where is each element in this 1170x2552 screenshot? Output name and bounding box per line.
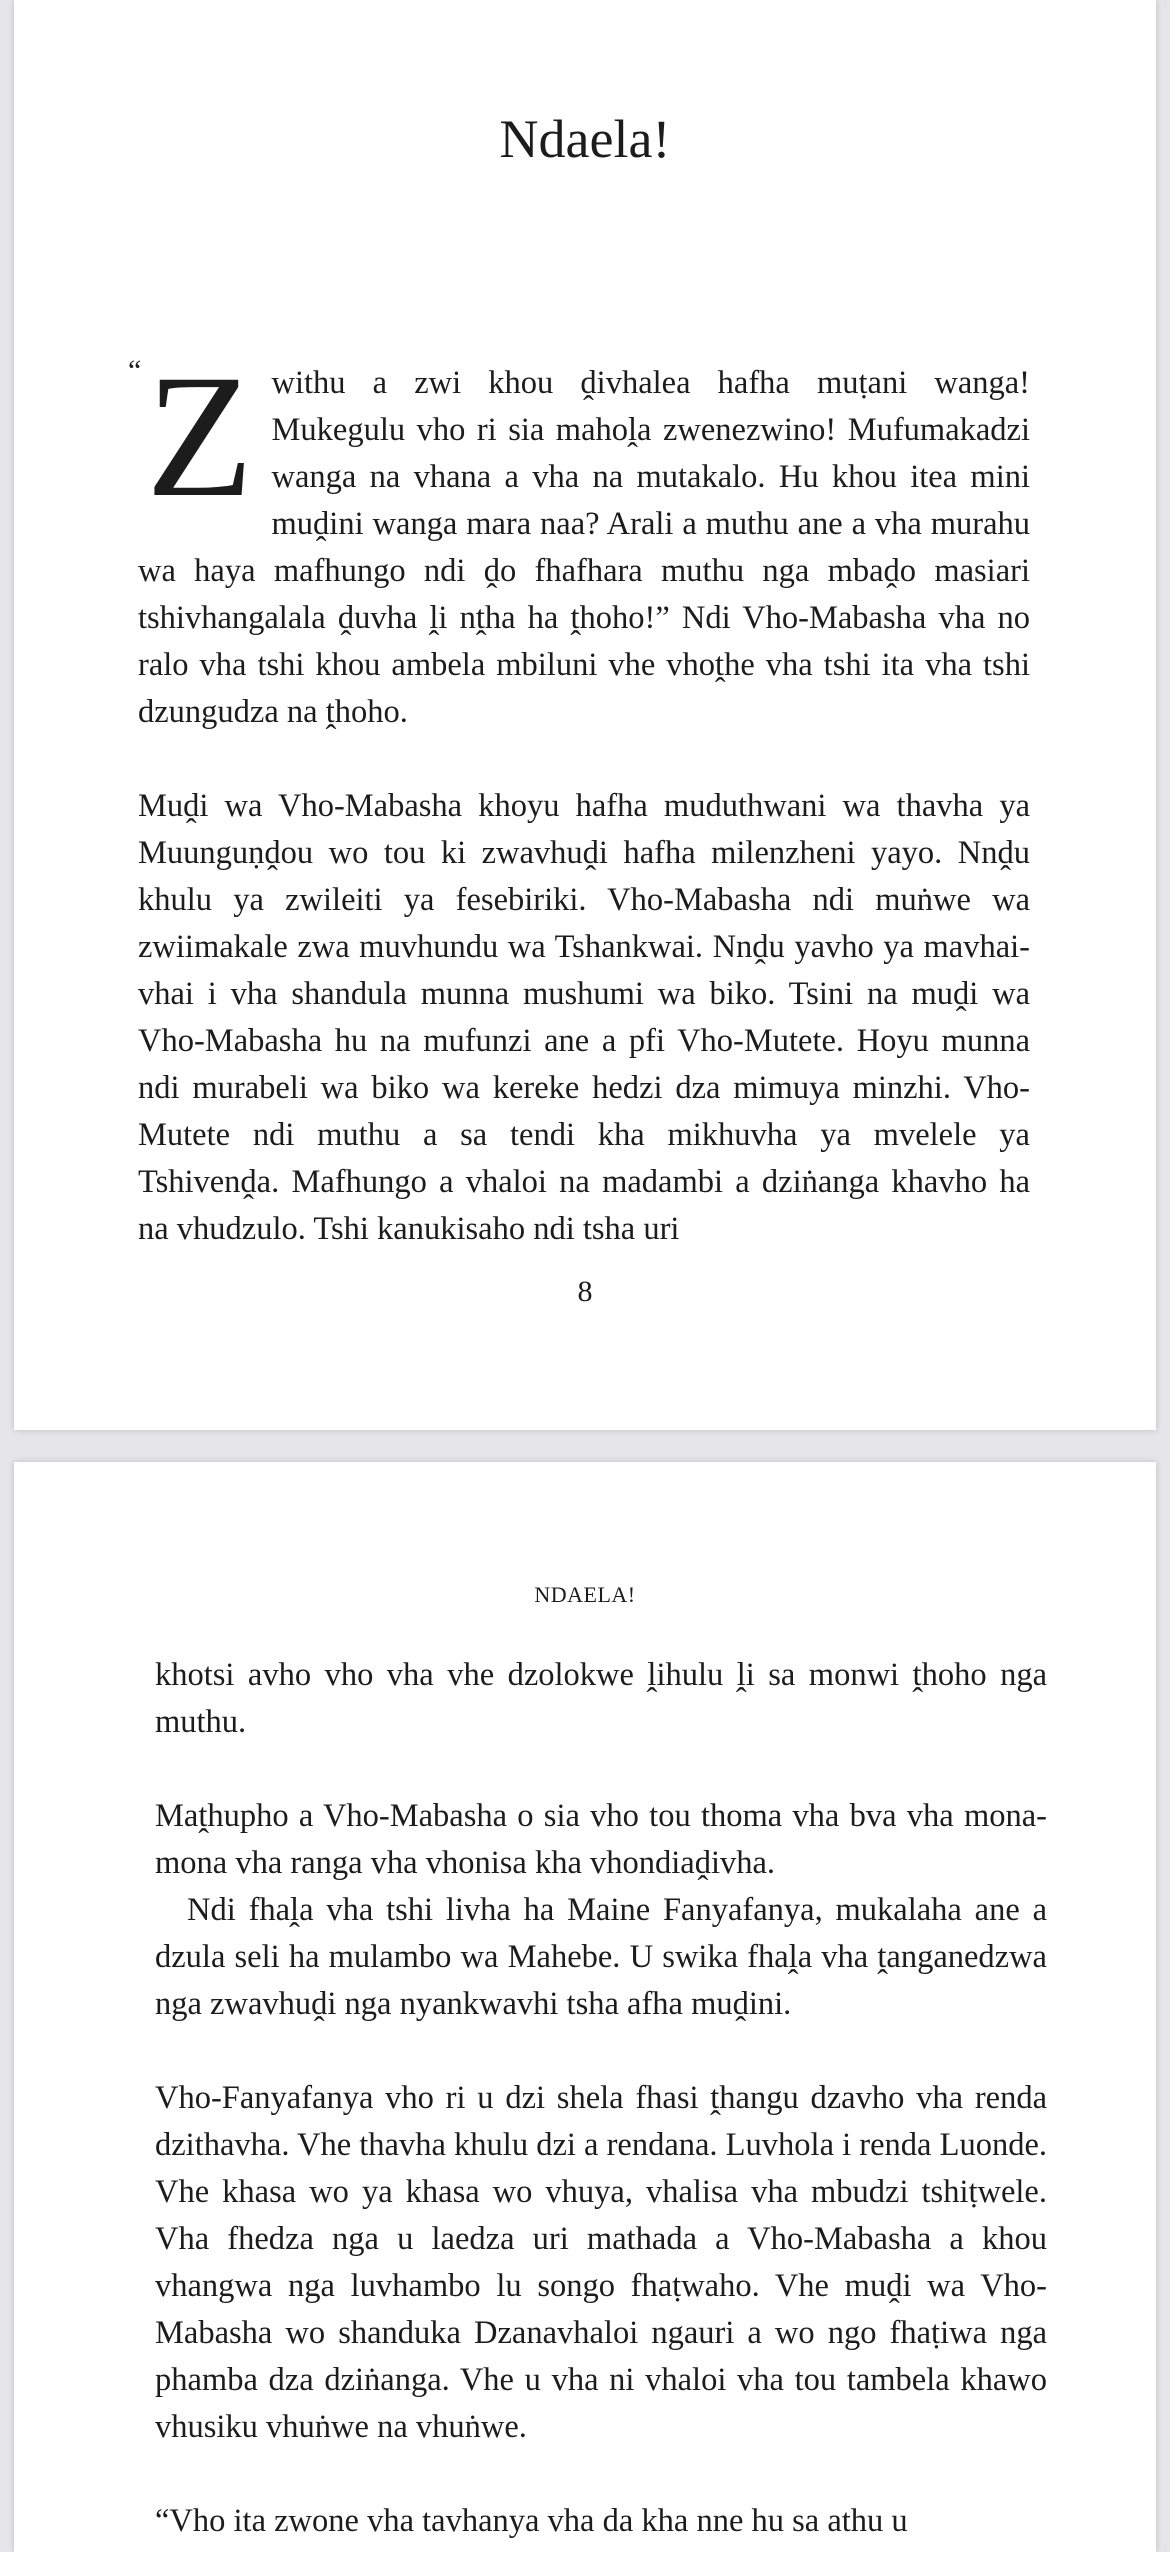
book-page-8 [14, 0, 1156, 1430]
paragraph-1 [138, 339, 1030, 736]
drop-cap: Z [146, 339, 254, 534]
paragraph-1: khotsi avho vho vha vhe dzolokwe ḽihulu ḽi sa monwi ṱhoho nga muthu. [155, 1657, 1047, 1740]
page-number: 8 [577, 1275, 593, 1308]
book-page-9 [14, 1462, 1156, 2552]
paragraph-4: Vho-Fanyafanya vho ri u dzi shela fhasi ṱhangu dzavho vha renda dzithavha. Vhe thavha khulu dzi a rendana. Luvhola i renda Luonde. Vhe khasa wo ya khasa wo vhuya, vhalisa vha mbudzi tshiṭwele. Vha fhedza nga u laedza uri mathada a Vho-Mabasha a khou vhangwa nga luvhambo lu songo fhaṭwaho. Vhe muḓi wa Vho-Mabasha wo shanduka Dzanavhaloi ngauri a wo ngo fhaṭiwa nga phamba dza dziṅanga. Vhe u vha ni vhaloi vha tou tambela khawo vhusiku vhuṅwe na vhuṅwe. [155, 2080, 1047, 2445]
page-body [128, 339, 1030, 1253]
paragraph-1-text: withu a zwi khou ḓivhalea hafha muṭani wanga! Mukegulu vho ri sia mahoḽa zwenezwino! Mufumakadzi wanga na vhana a vha na mutakalo. Hu khou itea mini muḓini wanga mara naa? Arali a muthu ane a vha murahu wa haya mafhungo ndi ḓo fhafhara muthu nga mbaḓo masiari tshivhangalala ḓuvha ḽi nṱha ha ṱhoho!” Ndi Vho-Mabasha vha no ralo vha tshi khou ambela mbiluni vhe vhoṱhe vha tshi ita vha tshi dzungudza na ṱhoho. [138, 365, 1030, 730]
paragraph-2: Maṱhupho a Vho-Mabasha o sia vho tou thoma vha bva vha mona-mona vha ranga vha vhonisa kha vhondiaḓivha. [155, 1798, 1047, 1881]
opening-quote-mark: “ [128, 354, 142, 387]
page-body [155, 1652, 1047, 2545]
paragraph-5: “Vho ita zwone vha tavhanya vha da kha nne hu sa athu u [155, 2503, 908, 2539]
chapter-title: Ndaela! [499, 109, 671, 169]
paragraph-3: Ndi fhaḽa vha tshi livha ha Maine Fanyafanya, mukalaha ane a dzula seli ha mulambo wa Mahebe. U swika fhaḽa vha ṱanganedzwa nga zwavhuḓi nga nyankwavhi tsha afha muḓini. [155, 1892, 1047, 2022]
running-head: NDAELA! [534, 1582, 636, 1607]
paragraph-2: Muḓi wa Vho-Mabasha khoyu hafha muduthwani wa thavha ya Muunguṇḓou wo tou ki zwavhuḓi hafha milenzheni yayo. Nnḓu khulu ya zwileiti ya fesebiriki. Vho-Mabasha ndi muṅwe wa zwiimakale zwa muvhundu wa Tshankwai. Nnḓu yavho ya mavhai-vhai i vha shandula munna mushumi wa biko. Tsini na muḓi wa Vho-Mabasha hu na mufunzi ane a pfi Vho-Mutete. Hoyu munna ndi murabeli wa biko wa kereke hedzi dza mimuya minzhi. Vho-Mutete ndi muthu a sa tendi kha mikhuvha ya mvelele ya Tshivenḓa. Mafhungo a vhaloi na madambi a dziṅanga khavho ha na vhudzulo. Tshi kanukisaho ndi tsha uri [138, 788, 1030, 1247]
